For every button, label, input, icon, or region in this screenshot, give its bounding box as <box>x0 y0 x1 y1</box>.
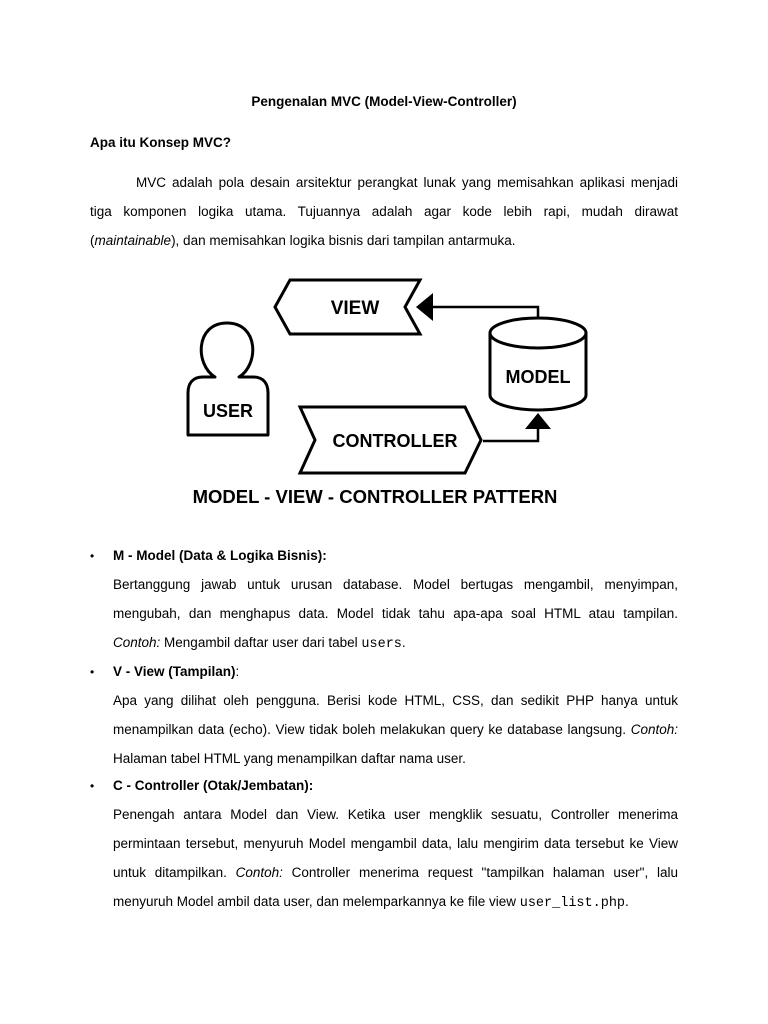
controller-code: user_list.php <box>519 896 626 911</box>
intro-paragraph <box>90 168 678 255</box>
user-label: USER <box>202 401 254 421</box>
bullet-icon: • <box>90 779 95 793</box>
model-code: users <box>361 637 402 652</box>
intro-text-part1: MVC adalah pola desain arsitektur perangkat lunak yang memisahkan aplikasi menjadi tiga komponen logika utama. Tujuannya adalah agar kode lebih rapi, mudah dirawat ( <box>90 175 678 248</box>
controller-item-description <box>113 800 678 918</box>
list-item-view <box>90 661 678 773</box>
bullet-icon: • <box>90 549 95 563</box>
model-arrow-head-icon <box>525 413 551 429</box>
document-title: Pengenalan MVC (Model-View-Controller) <box>251 94 517 109</box>
view-item-label-text: V - View (Tampilan) <box>113 664 236 679</box>
model-label: MODEL <box>505 367 571 387</box>
intro-italic-term: maintainable <box>94 233 172 248</box>
list-item-model <box>90 545 678 659</box>
mvc-diagram <box>175 265 595 510</box>
controller-example-label: Contoh: <box>235 865 283 880</box>
model-desc-end: . <box>401 635 406 650</box>
view-arrow-head-icon <box>416 293 433 321</box>
bullet-icon: • <box>90 665 95 679</box>
model-example-label: Contoh: <box>113 635 161 650</box>
controller-item-label: C - Controller (Otak/Jembatan): <box>113 778 314 793</box>
view-item-label <box>113 661 678 683</box>
model-item-label: M - Model (Data & Logika Bisnis): <box>113 548 327 563</box>
controller-example-text: Controller menerima request "tampilkan halaman user", lalu menyuruh Model ambil data user, dan melemparkannya ke file view <box>113 865 678 909</box>
model-desc-text: Bertanggung jawab untuk urusan database. Model bertugas mengambil, menyimpan, mengubah, dan menghapus data. Model tidak tahu apa-apa soal HTML atau tampilan. <box>113 577 678 621</box>
controller-desc-text: Penengah antara Model dan View. Ketika user mengklik sesuatu, Controller menerima permintaan tersebut, menyuruh Model mengambil data, lalu mengirim data tersebut ke View untuk ditampilkan. <box>113 807 678 880</box>
controller-desc-end: . <box>625 894 629 909</box>
view-item-description <box>113 686 678 773</box>
list-item-controller <box>90 775 678 918</box>
model-cylinder <box>490 318 586 410</box>
mvc-component-list <box>90 545 678 918</box>
controller-label: CONTROLLER <box>332 431 458 451</box>
section-heading: Apa itu Konsep MVC? <box>90 135 231 150</box>
diagram-caption: MODEL - VIEW - CONTROLLER PATTERN <box>192 486 558 507</box>
controller-to-model-line <box>483 427 538 441</box>
view-item-label-suffix: : <box>235 664 240 679</box>
view-label: VIEW <box>330 298 380 319</box>
view-desc-text: Apa yang dilihat oleh pengguna. Berisi kode HTML, CSS, dan sedikit PHP hanya untuk menampilkan data (echo). View tidak boleh melakukan query ke database langsung. <box>113 693 678 737</box>
model-item-description <box>113 570 678 659</box>
intro-text-part2: ), dan memisahkan logika bisnis dari tampilan antarmuka. <box>171 233 516 248</box>
view-example-text: Halaman tabel HTML yang menampilkan daftar nama user. <box>113 751 466 766</box>
view-example-label: Contoh: <box>630 722 678 737</box>
model-example-text: Mengambil daftar user dari tabel <box>160 635 362 650</box>
